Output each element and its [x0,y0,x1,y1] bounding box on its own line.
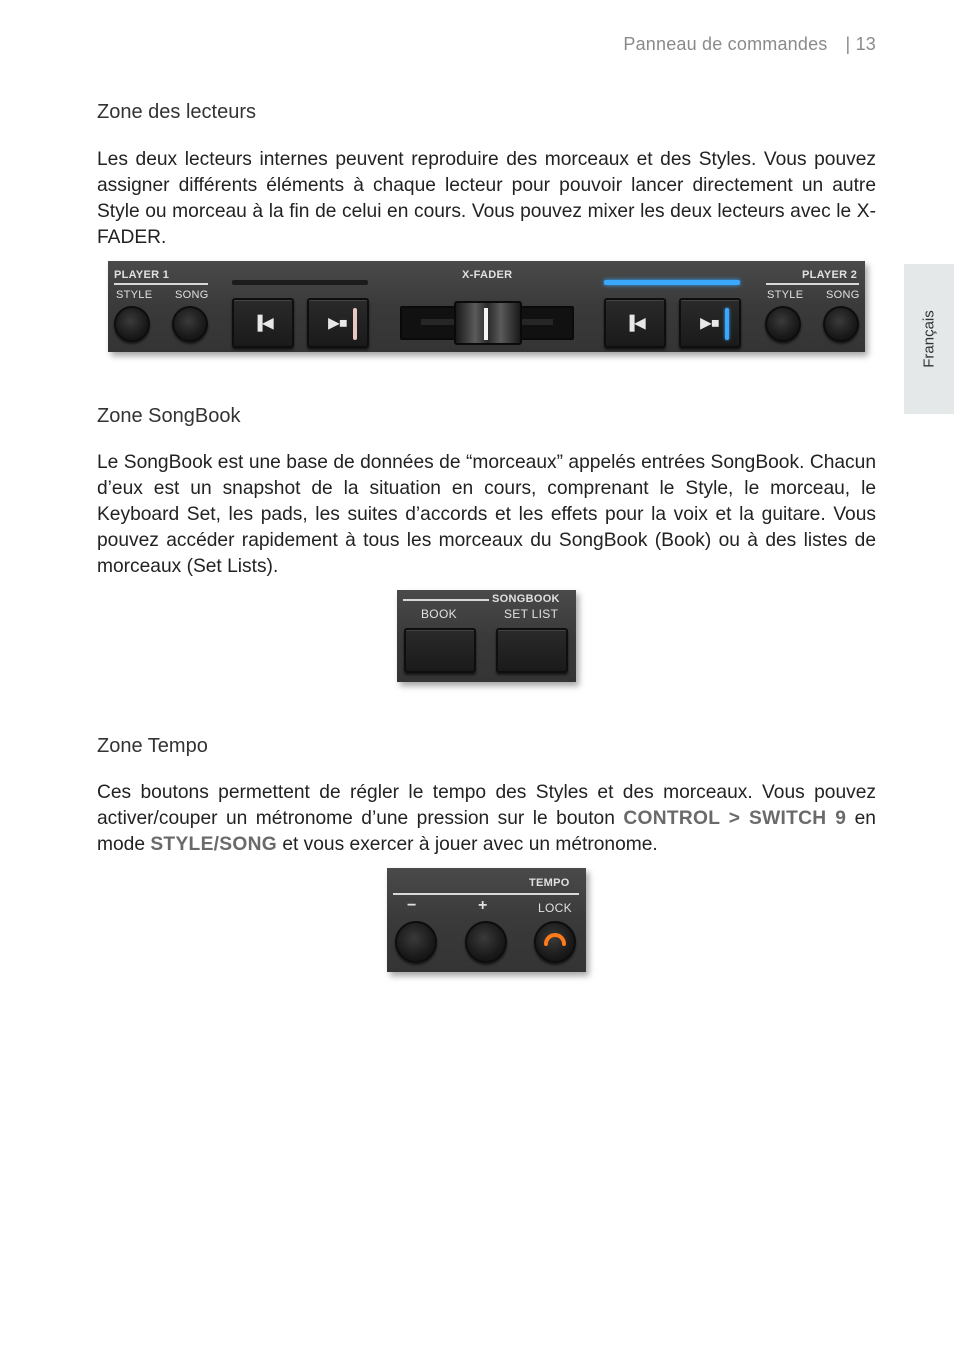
player2-rule [766,283,859,285]
player1-play-stop-button[interactable] [307,298,369,348]
tempo-panel [387,868,586,972]
songbook-heading: Zone SongBook [97,405,241,427]
book-button[interactable] [404,628,476,673]
setlist-label: SET LIST [504,607,559,621]
header-section: Panneau de commandes [623,34,828,54]
songbook-paragraph: Le SongBook est une base de données de “morceaux” appelés entrées SongBook. Chacun d’eux est un snapshot de la situation en cours, comprenant le Style, le morceau, le Keyboard Set, les pads, les suites d’accords et les effets pour la voix et la guitare. Vous pouvez accéder rapidement à tous les morceaux du SongBook (Book) ou à des listes de morceaux (Set Lists). [97,452,876,577]
player1-level-bar [232,280,368,285]
tempo-down-knob[interactable] [395,921,437,963]
player2-play-stop-button[interactable] [679,298,741,348]
player1-style-label: STYLE [116,289,153,301]
tempo-text-b: en mode [97,808,876,855]
xfader-handle[interactable] [454,301,522,345]
player2-style-knob[interactable] [765,306,801,342]
player1-rule [114,283,208,285]
players-paragraph: Les deux lecteurs internes peuvent reproduire des morceaux et des Styles. Vous pouvez assigner différents éléments à chaque lecteur pour pouvoir lancer directement un autre Style ou morceau à la fin de celui en cours. Vous pouvez mixer les deux lecteurs avec le X-FADER. [97,149,876,248]
tempo-text-c: et vous exercer à jouer avec un métronome. [277,834,658,855]
player1-home-button[interactable] [232,298,294,348]
running-header [623,34,876,55]
tempo-up-knob[interactable] [465,921,507,963]
player1-song-label: SONG [175,289,209,301]
tempo-title: TEMPO [529,877,570,889]
setlist-button[interactable] [496,628,568,673]
play-stop-icon: ▶■ [700,314,720,331]
player2-level-bar [604,280,740,285]
skip-back-icon: ▐◀ [624,314,646,331]
book-label: BOOK [421,607,457,621]
player1-label: PLAYER 1 [114,269,170,281]
skip-back-icon: ▐◀ [252,314,274,331]
lock-label: LOCK [538,901,572,915]
player2-song-knob[interactable] [823,306,859,342]
player2-label: PLAYER 2 [802,269,858,281]
page-number: | 13 [845,34,876,54]
player1-song-knob[interactable] [172,306,208,342]
player1-style-knob[interactable] [114,306,150,342]
language-tab [904,264,954,414]
songbook-title: SONGBOOK [492,593,560,605]
tempo-minus-label: − [407,897,417,914]
songbook-panel [397,590,576,682]
tempo-text-a: Ces boutons permettent de régler le tempo des Styles et des morceaux. Vous pouvez activer/couper un métronome d’une pression sur le bouton [97,782,876,829]
play-stop-icon: ▶■ [328,314,348,331]
songbook-rule [403,599,489,601]
player2-song-label: SONG [826,289,860,301]
tempo-lock-knob[interactable] [534,921,576,963]
player-panel [108,261,865,352]
style-song-keyword: STYLE/SONG [150,834,277,855]
tempo-paragraph [97,780,876,858]
tempo-plus-label: + [478,897,488,914]
language-label: Français [920,310,938,368]
tempo-heading: Zone Tempo [97,735,208,757]
tempo-rule [393,893,579,895]
xfader-handle-line [484,308,488,340]
player2-style-label: STYLE [767,289,804,301]
lock-arc-icon [543,932,567,946]
player2-home-button[interactable] [604,298,666,348]
player2-led [725,308,729,340]
control-switch-keyword: CONTROL > SWITCH 9 [623,808,847,829]
players-heading: Zone des lecteurs [97,101,256,123]
player1-led [353,308,357,340]
xfader-label: X-FADER [462,269,513,281]
